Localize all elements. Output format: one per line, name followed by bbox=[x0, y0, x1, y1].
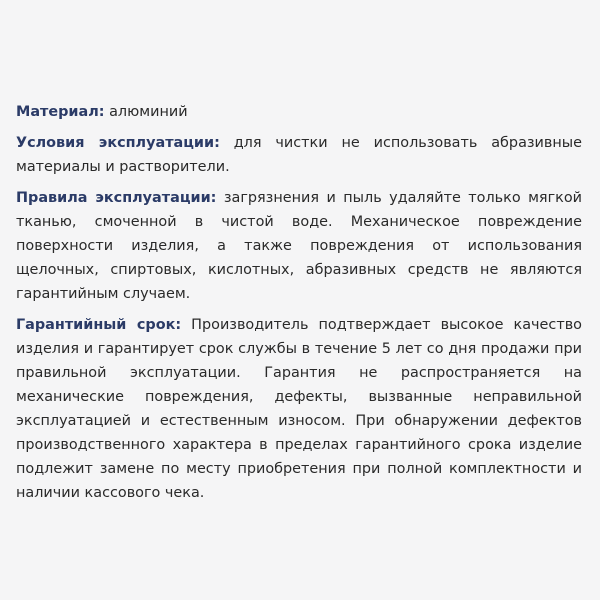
operating-conditions-text: для чистки не использовать абразивные материалы и растворители. bbox=[16, 135, 582, 175]
operating-conditions-label: Условия эксплуатации: bbox=[16, 135, 220, 151]
operating-rules-text: загрязнения и пыль удаляйте только мягкой тканью, смоченной в чистой воде. Механическое повреждение поверхности изделия, а также повреждения от использования щелочных, спиртовых, кислотных, абразивных средств не являются гарантийным случаем. bbox=[16, 190, 582, 302]
operating-rules-section bbox=[16, 186, 582, 306]
warranty-section bbox=[16, 313, 582, 505]
product-info-document bbox=[16, 100, 582, 512]
warranty-label: Гарантийный срок: bbox=[16, 317, 182, 333]
material-label: Материал: bbox=[16, 104, 105, 120]
material-section bbox=[16, 100, 582, 124]
operating-conditions-section bbox=[16, 131, 582, 179]
warranty-text: Производитель подтверждает высокое качество изделия и гарантирует срок службы в течение 5 лет со дня продажи при правильной эксплуатации. Гарантия не распространяется на механические повреждения, дефекты, вызванные неправильной эксплуатацией и естественным износом. При обнаружении дефектов производственного характера в пределах гарантийного срока изделие подлежит замене по месту приобретения при полной комплектности и наличии кассового чека. bbox=[16, 317, 582, 501]
operating-rules-label: Правила эксплуатации: bbox=[16, 190, 217, 206]
material-text: алюминий bbox=[104, 104, 188, 120]
